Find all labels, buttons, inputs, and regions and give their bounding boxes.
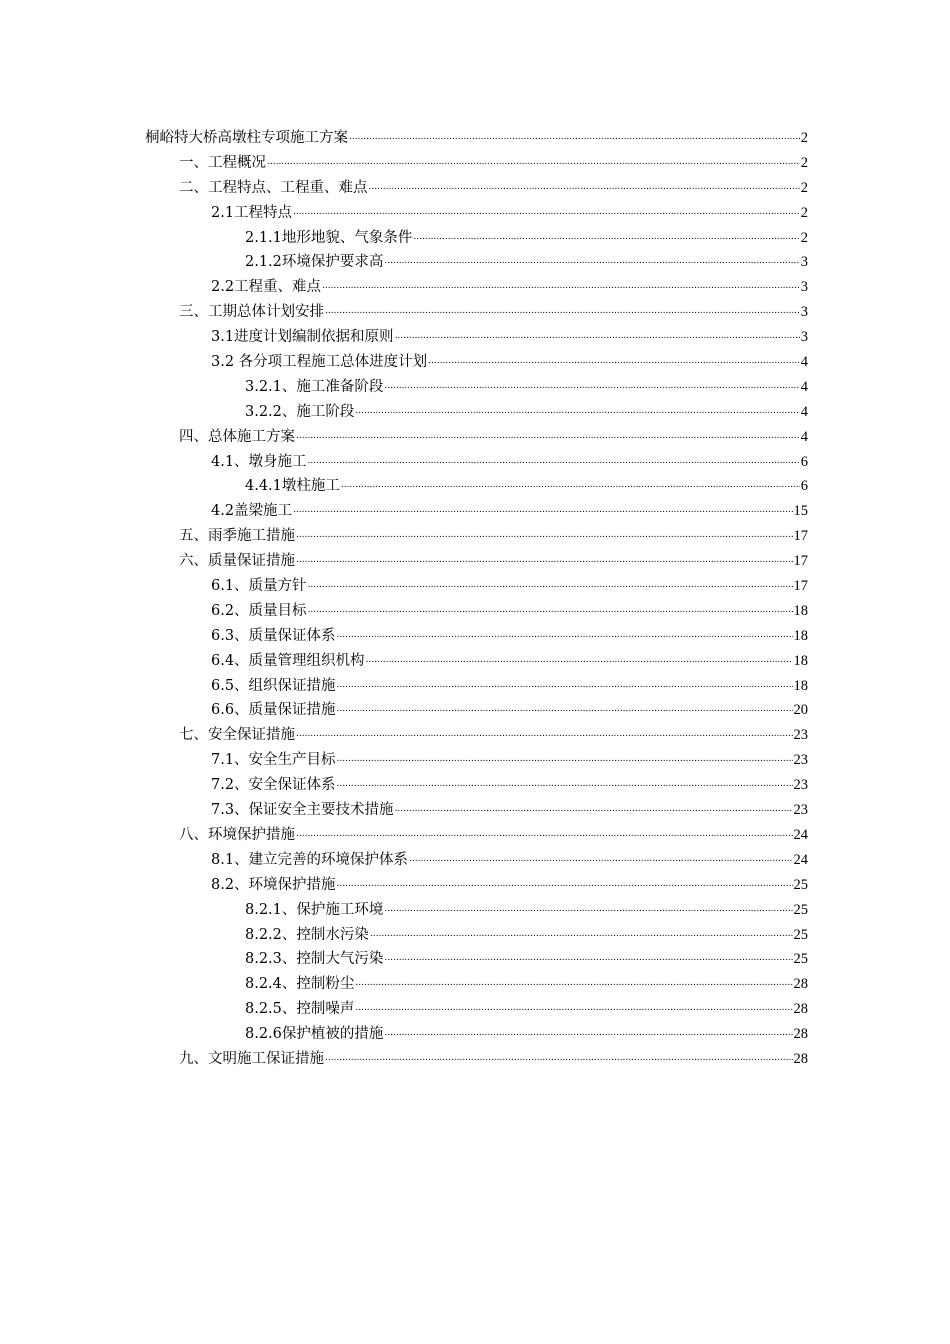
toc-dot-leader bbox=[308, 598, 793, 623]
toc-dot-leader bbox=[384, 897, 792, 922]
toc-dot-leader bbox=[337, 747, 793, 772]
toc-entry-page-number: 25 bbox=[793, 951, 808, 968]
toc-entry-title: 2.1工程特点 bbox=[211, 204, 293, 221]
toc-entry[interactable] bbox=[145, 151, 808, 176]
toc-entry-title: 六、质量保证措施 bbox=[179, 553, 295, 570]
toc-entry-title: 4.2盖梁施工 bbox=[211, 503, 293, 520]
toc-entry-title: 8.2.5、控制噪声 bbox=[245, 1001, 355, 1018]
toc-entry[interactable] bbox=[145, 400, 808, 425]
toc-dot-leader bbox=[355, 399, 799, 424]
toc-entry-page-number: 2 bbox=[800, 229, 808, 246]
toc-entry[interactable] bbox=[145, 748, 808, 773]
toc-entry-page-number: 25 bbox=[793, 926, 808, 943]
toc-entry-page-number: 28 bbox=[793, 1026, 808, 1043]
toc-entry-title: 7.2、安全保证体系 bbox=[211, 777, 336, 794]
toc-entry-title: 二、工程特点、工程重、难点 bbox=[179, 179, 368, 196]
toc-entry-page-number: 24 bbox=[793, 826, 808, 843]
toc-entry[interactable] bbox=[145, 997, 808, 1022]
toc-entry[interactable] bbox=[145, 599, 808, 624]
toc-entry[interactable] bbox=[145, 375, 808, 400]
toc-dot-leader bbox=[366, 648, 793, 673]
toc-entry-page-number: 4 bbox=[800, 378, 808, 395]
toc-entry[interactable] bbox=[145, 624, 808, 649]
toc-entry-title: 7.3、保证安全主要技术措施 bbox=[211, 802, 394, 819]
toc-entry-page-number: 17 bbox=[793, 578, 808, 595]
toc-entry-title: 8.2、环境保护措施 bbox=[211, 876, 336, 893]
toc-entry-page-number: 23 bbox=[793, 802, 808, 819]
toc-dot-leader bbox=[337, 623, 793, 648]
toc-entry-page-number: 18 bbox=[793, 602, 808, 619]
toc-entry-title: 2.1.2环境保护要求高 bbox=[245, 254, 384, 271]
toc-entry[interactable] bbox=[145, 325, 808, 350]
toc-entry[interactable] bbox=[145, 176, 808, 201]
toc-entry-title: 8.2.2、控制水污染 bbox=[245, 926, 369, 943]
toc-entry-title: 6.4、质量管理组织机构 bbox=[211, 652, 365, 669]
toc-entry-title: 8.2.4、控制粉尘 bbox=[245, 976, 355, 993]
toc-entry-title: 九、文明施工保证措施 bbox=[179, 1050, 324, 1067]
toc-entry-page-number: 28 bbox=[793, 1001, 808, 1018]
toc-entry[interactable] bbox=[145, 226, 808, 251]
toc-dot-leader bbox=[308, 573, 793, 598]
toc-entry-title: 4.4.1墩柱施工 bbox=[245, 478, 340, 495]
toc-entry[interactable] bbox=[145, 524, 808, 549]
toc-entry[interactable] bbox=[145, 450, 808, 475]
toc-dot-leader bbox=[337, 697, 793, 722]
toc-entry[interactable] bbox=[145, 1047, 808, 1072]
toc-dot-leader bbox=[337, 772, 793, 797]
toc-dot-leader bbox=[384, 374, 799, 399]
toc-entry-page-number: 25 bbox=[793, 901, 808, 918]
toc-entry-page-number: 2 bbox=[800, 204, 808, 221]
toc-entry-title: 3.2.2、施工阶段 bbox=[245, 403, 355, 420]
toc-dot-leader bbox=[308, 449, 800, 474]
toc-entry-page-number: 3 bbox=[800, 329, 808, 346]
toc-entry-page-number: 4 bbox=[800, 403, 808, 420]
toc-dot-leader bbox=[384, 249, 799, 274]
toc-dot-leader bbox=[293, 498, 792, 523]
toc-entry[interactable] bbox=[145, 425, 808, 450]
toc-dot-leader bbox=[349, 125, 800, 150]
toc-entry-title: 8.1、建立完善的环境保护体系 bbox=[211, 851, 409, 868]
toc-dot-leader bbox=[325, 299, 800, 324]
toc-entry-title: 4.1、墩身施工 bbox=[211, 453, 307, 470]
toc-entry[interactable] bbox=[145, 549, 808, 574]
toc-entry-page-number: 23 bbox=[793, 777, 808, 794]
toc-entry-page-number: 2 bbox=[800, 130, 808, 146]
toc-entry-title: 3.1进度计划编制依据和原则 bbox=[211, 329, 394, 346]
toc-dot-leader bbox=[355, 971, 792, 996]
toc-entry-page-number: 28 bbox=[793, 1050, 808, 1067]
toc-entry[interactable] bbox=[145, 275, 808, 300]
toc-entry[interactable] bbox=[145, 201, 808, 226]
toc-entry[interactable] bbox=[145, 649, 808, 674]
toc-dot-leader bbox=[395, 797, 793, 822]
toc-entry-title: 6.5、组织保证措施 bbox=[211, 677, 336, 694]
toc-entry-page-number: 24 bbox=[793, 851, 808, 868]
toc-entry[interactable] bbox=[145, 823, 808, 848]
toc-entry[interactable] bbox=[145, 499, 808, 524]
toc-dot-leader bbox=[296, 523, 793, 548]
toc-entry-page-number: 20 bbox=[793, 702, 808, 719]
table-of-contents bbox=[145, 126, 808, 1072]
toc-entry-page-number: 3 bbox=[800, 279, 808, 296]
toc-entry-page-number: 18 bbox=[793, 652, 808, 669]
toc-entry-title: 8.2.3、控制大气污染 bbox=[245, 951, 384, 968]
toc-entry-page-number: 28 bbox=[793, 976, 808, 993]
toc-entry-page-number: 23 bbox=[793, 752, 808, 769]
toc-dot-leader bbox=[369, 175, 800, 200]
toc-dot-leader bbox=[296, 722, 793, 747]
toc-entry-page-number: 6 bbox=[800, 453, 808, 470]
toc-entry-title: 6.3、质量保证体系 bbox=[211, 627, 336, 644]
toc-entry-page-number: 2 bbox=[800, 154, 808, 171]
toc-entry[interactable] bbox=[145, 848, 808, 873]
toc-entry-page-number: 4 bbox=[800, 428, 808, 445]
toc-entry-title: 四、总体施工方案 bbox=[179, 428, 295, 445]
toc-entry[interactable] bbox=[145, 798, 808, 823]
toc-entry-page-number: 3 bbox=[800, 254, 808, 271]
toc-entry-page-number: 18 bbox=[793, 677, 808, 694]
toc-dot-leader bbox=[337, 673, 793, 698]
toc-dot-leader bbox=[296, 822, 793, 847]
toc-entry[interactable] bbox=[145, 898, 808, 923]
toc-entry-title: 8.2.6保护植被的措施 bbox=[245, 1026, 384, 1043]
toc-dot-leader bbox=[384, 1021, 792, 1046]
toc-entry-page-number: 15 bbox=[793, 503, 808, 520]
toc-entry-page-number: 2 bbox=[800, 179, 808, 196]
toc-entry-page-number: 3 bbox=[800, 304, 808, 321]
toc-entry-title: 3.2 各分项工程施工总体进度计划 bbox=[211, 354, 428, 371]
toc-entry-page-number: 23 bbox=[793, 727, 808, 744]
toc-dot-leader bbox=[293, 200, 800, 225]
toc-dot-leader bbox=[384, 946, 792, 971]
toc-entry[interactable] bbox=[145, 947, 808, 972]
toc-dot-leader bbox=[341, 473, 800, 498]
toc-entry-title: 五、雨季施工措施 bbox=[179, 528, 295, 545]
toc-dot-leader bbox=[428, 349, 800, 374]
toc-entry[interactable] bbox=[145, 873, 808, 898]
toc-entry-page-number: 4 bbox=[800, 354, 808, 371]
toc-entry[interactable] bbox=[145, 698, 808, 723]
toc-entry[interactable] bbox=[145, 300, 808, 325]
toc-dot-leader bbox=[395, 324, 800, 349]
toc-entry-page-number: 17 bbox=[793, 528, 808, 545]
toc-entry[interactable] bbox=[145, 474, 808, 499]
toc-entry[interactable] bbox=[145, 674, 808, 699]
toc-entry-title: 一、工程概况 bbox=[179, 154, 266, 171]
toc-entry-title: 2.1.1地形地貌、气象条件 bbox=[245, 229, 413, 246]
toc-entry-title: 8.2.1、保护施工环境 bbox=[245, 901, 384, 918]
toc-entry-title: 2.2工程重、难点 bbox=[211, 279, 322, 296]
toc-dot-leader bbox=[355, 996, 792, 1021]
toc-entry-title: 7.1、安全生产目标 bbox=[211, 752, 336, 769]
toc-entry[interactable] bbox=[145, 773, 808, 798]
toc-entry[interactable] bbox=[145, 923, 808, 948]
toc-entry-title: 6.1、质量方针 bbox=[211, 578, 307, 595]
toc-dot-leader bbox=[325, 1046, 793, 1071]
toc-dot-leader bbox=[337, 872, 793, 897]
toc-entry-title: 3.2.1、施工准备阶段 bbox=[245, 378, 384, 395]
toc-dot-leader bbox=[409, 847, 792, 872]
toc-entry-title: 桐峪特大桥高墩柱专项施工方案 bbox=[145, 130, 348, 146]
toc-entry-title: 6.2、质量目标 bbox=[211, 602, 307, 619]
toc-dot-leader bbox=[322, 274, 800, 299]
toc-entry-title: 八、环境保护措施 bbox=[179, 826, 295, 843]
toc-entry-page-number: 17 bbox=[793, 553, 808, 570]
toc-entry[interactable] bbox=[145, 723, 808, 748]
toc-entry-title: 三、工期总体计划安排 bbox=[179, 304, 324, 321]
toc-entry-page-number: 25 bbox=[793, 876, 808, 893]
toc-entry-page-number: 18 bbox=[793, 627, 808, 644]
toc-entry[interactable] bbox=[145, 126, 808, 151]
toc-entry-title: 七、安全保证措施 bbox=[179, 727, 295, 744]
toc-dot-leader bbox=[370, 922, 793, 947]
toc-entry[interactable] bbox=[145, 1022, 808, 1047]
toc-entry[interactable] bbox=[145, 250, 808, 275]
toc-entry[interactable] bbox=[145, 574, 808, 599]
toc-dot-leader bbox=[296, 548, 793, 573]
toc-dot-leader bbox=[267, 150, 800, 175]
toc-entry-page-number: 6 bbox=[800, 478, 808, 495]
toc-entry-title: 6.6、质量保证措施 bbox=[211, 702, 336, 719]
toc-dot-leader bbox=[296, 424, 800, 449]
toc-entry[interactable] bbox=[145, 350, 808, 375]
toc-dot-leader bbox=[413, 225, 799, 250]
toc-entry[interactable] bbox=[145, 972, 808, 997]
